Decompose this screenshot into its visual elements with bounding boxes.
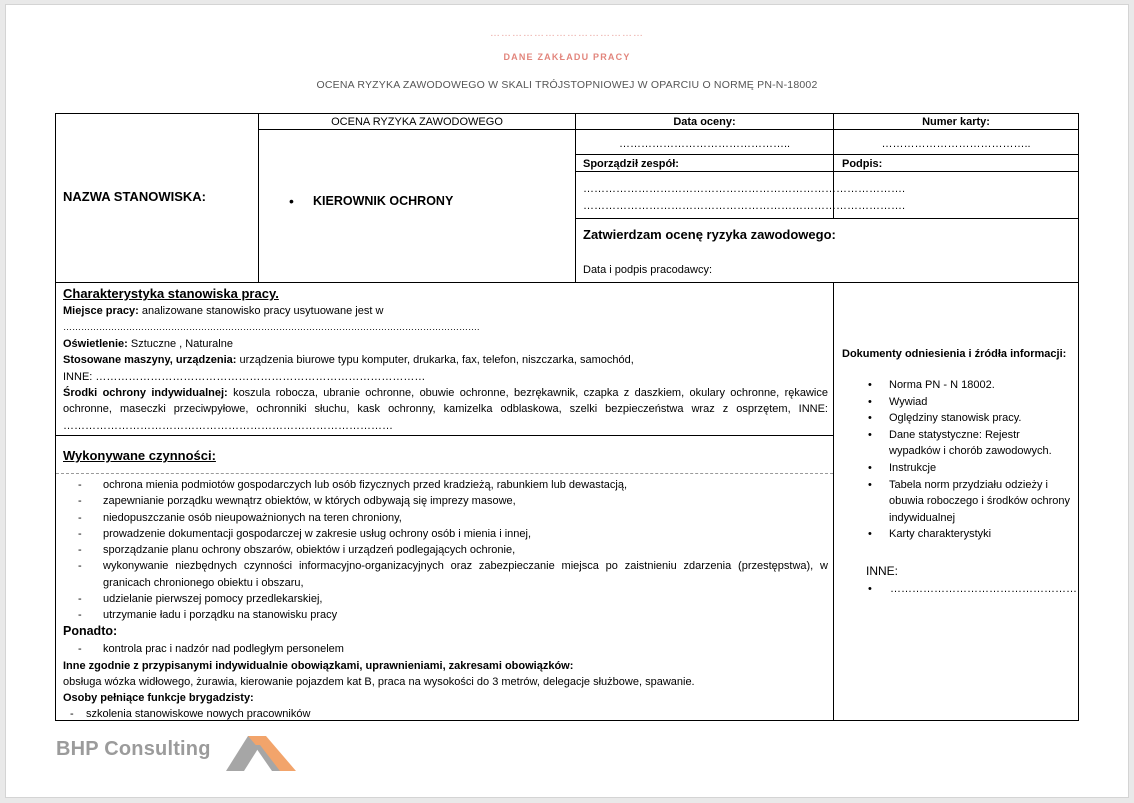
- list-item: • Tabela norm przydziału odzieży i obuwia roboczego i środków ochrony indywidualnej: [862, 477, 1072, 527]
- list-item: - udzielanie pierwszej pomocy przedlekarskiej,: [63, 591, 828, 607]
- machines-other: INNE: ………………………………………………………………………………: [63, 370, 426, 383]
- foreman-label: Osoby pełniące funkcje brygadzisty:: [63, 692, 254, 704]
- list-item: - utrzymanie ładu i porządku na stanowisku pracy: [63, 607, 828, 623]
- team-line-2: …………………………………………………………………………….: [583, 200, 906, 212]
- list-item: - ochrona mienia podmiotów gospodarczych lub osób fizycznych przed kradzieżą, rabunkiem lub dewastacją,: [63, 477, 828, 493]
- card-number-value: …………………………………..: [881, 138, 1031, 150]
- ppe-label: Środki ochrony indywidualnej:: [63, 387, 228, 400]
- team-label: Sporządził zespół:: [583, 158, 679, 170]
- approval-label: Zatwierdzam ocenę ryzyka zawodowego:: [583, 227, 836, 242]
- machines-text: urządzenia biurowe typu komputer, drukarka, fax, telefon, niszczarka, samochód,: [236, 354, 634, 367]
- position-name-value: KIEROWNIK OCHRONY: [313, 194, 454, 208]
- moreover-list: [63, 641, 828, 657]
- list-item: • Oględziny stanowisk pracy.: [862, 410, 1072, 427]
- list-item: • Wywiad: [862, 394, 1072, 411]
- documents-list: [862, 377, 1072, 543]
- list-item: • Norma PN - N 18002.: [862, 377, 1072, 394]
- machines-label: Stosowane maszyny, urządzenia:: [63, 354, 237, 367]
- company-dots: ……………………………………: [490, 28, 644, 39]
- list-item: - zapewnianie porządku wewnątrz obiektów, w których odbywają się imprezy masowe,: [63, 493, 828, 509]
- lighting-label: Oświetlenie:: [63, 337, 128, 350]
- list-item: • Dane statystyczne: Rejestr wypadków i chorób zawodowych.: [862, 427, 1072, 460]
- position-name-label: NAZWA STANOWISKA:: [63, 189, 206, 204]
- risk-assessment-header: OCENA RYZYKA ZAWODOWEGO: [331, 116, 503, 128]
- employer-signature-label: Data i podpis pracodawcy:: [583, 264, 713, 276]
- foreman-item: szkolenia stanowiskowe nowych pracowników: [86, 708, 311, 720]
- list-item: - prowadzenie dokumentacji gospodarczej w zakresie usług ochrony osób i mienia i innej,: [63, 526, 828, 542]
- characteristics-block: [63, 303, 828, 434]
- other-duties-text: obsługa wózka widłowego, żurawia, kierowanie pojazdem kat B, praca na wysokości do 3 metrów, delegacje służbowe, spawanie.: [63, 676, 695, 688]
- list-item: • Instrukcje: [862, 460, 1072, 477]
- signature-label: Podpis:: [842, 158, 883, 170]
- activities-list: [63, 477, 828, 624]
- card-number-label: Numer karty:: [922, 116, 990, 128]
- list-item: - niedopuszczanie osób nieupoważnionych na teren chroniony,: [63, 510, 828, 526]
- activities-heading: Wykonywane czynności:: [63, 448, 216, 463]
- list-item: - sporządzanie planu ochrony obszarów, obiektów i urządzeń podlegających ochronie,: [63, 542, 828, 558]
- documents-heading: Dokumenty odniesienia i źródła informacji:: [842, 348, 1067, 360]
- bullet-icon: •: [868, 583, 872, 595]
- ppe-text: koszula robocza, ubranie ochronne, obuwie ochronne, bezrękawnik, czapka z daszkiem, okulary ochronne, rękawice ochronne, maseczki przeciwpyłowe, ochronniki słuchu, kask ochronny, kamizelka odblaskowa, szelki bezpieczeństwa wraz z osprzętem, INNE: ………………………………………………………………………………: [63, 387, 828, 432]
- assessment-date-value: ………………………………………..: [618, 138, 791, 150]
- list-item: • Karty charakterystyki: [862, 526, 1072, 543]
- assessment-date-label: Data oceny:: [673, 116, 736, 128]
- logo-text: BHP Consulting: [56, 738, 211, 760]
- characteristics-heading: Charakterystyka stanowiska pracy.: [63, 286, 279, 301]
- documents-other-value: ……………………………………………: [890, 583, 1077, 595]
- list-item: - kontrola prac i nadzór nad podległym personelem: [63, 641, 828, 657]
- document-title: OCENA RYZYKA ZAWODOWEGO W SKALI TRÓJSTOPNIOWEJ W OPARCIU O NORMĘ PN-N-18002: [316, 79, 818, 91]
- workplace-text: analizowane stanowisko pracy usytuowane jest w: [138, 305, 384, 317]
- moreover-label: Ponadto:: [63, 624, 118, 638]
- workplace-label: Miejsce pracy:: [63, 305, 139, 317]
- workplace-dots: ………………………………………………………………………………………………………………………….: [63, 322, 480, 333]
- bullet-icon: •: [289, 193, 294, 209]
- list-item: - wykonywanie niezbędnych czynności informacyjno-organizacyjnych oraz zabezpieczanie miejsca po zaistnieniu zdarzenia (przestępstwa), w granicach chronionego obiektu i obszaru,: [63, 558, 828, 591]
- team-line-1: …………………………………………………………………………….: [583, 183, 906, 195]
- lighting-text: Sztuczne , Naturalne: [127, 337, 233, 350]
- documents-other-label: INNE:: [866, 564, 899, 578]
- other-duties-label: Inne zgodnie z przypisanymi indywidualnie obowiązkami, uprawnieniami, zakresami obowiązków:: [63, 660, 574, 672]
- foreman-dash: -: [70, 708, 74, 720]
- company-data-label: DANE ZAKŁADU PRACY: [503, 52, 631, 62]
- logo-mark-icon: [224, 733, 300, 773]
